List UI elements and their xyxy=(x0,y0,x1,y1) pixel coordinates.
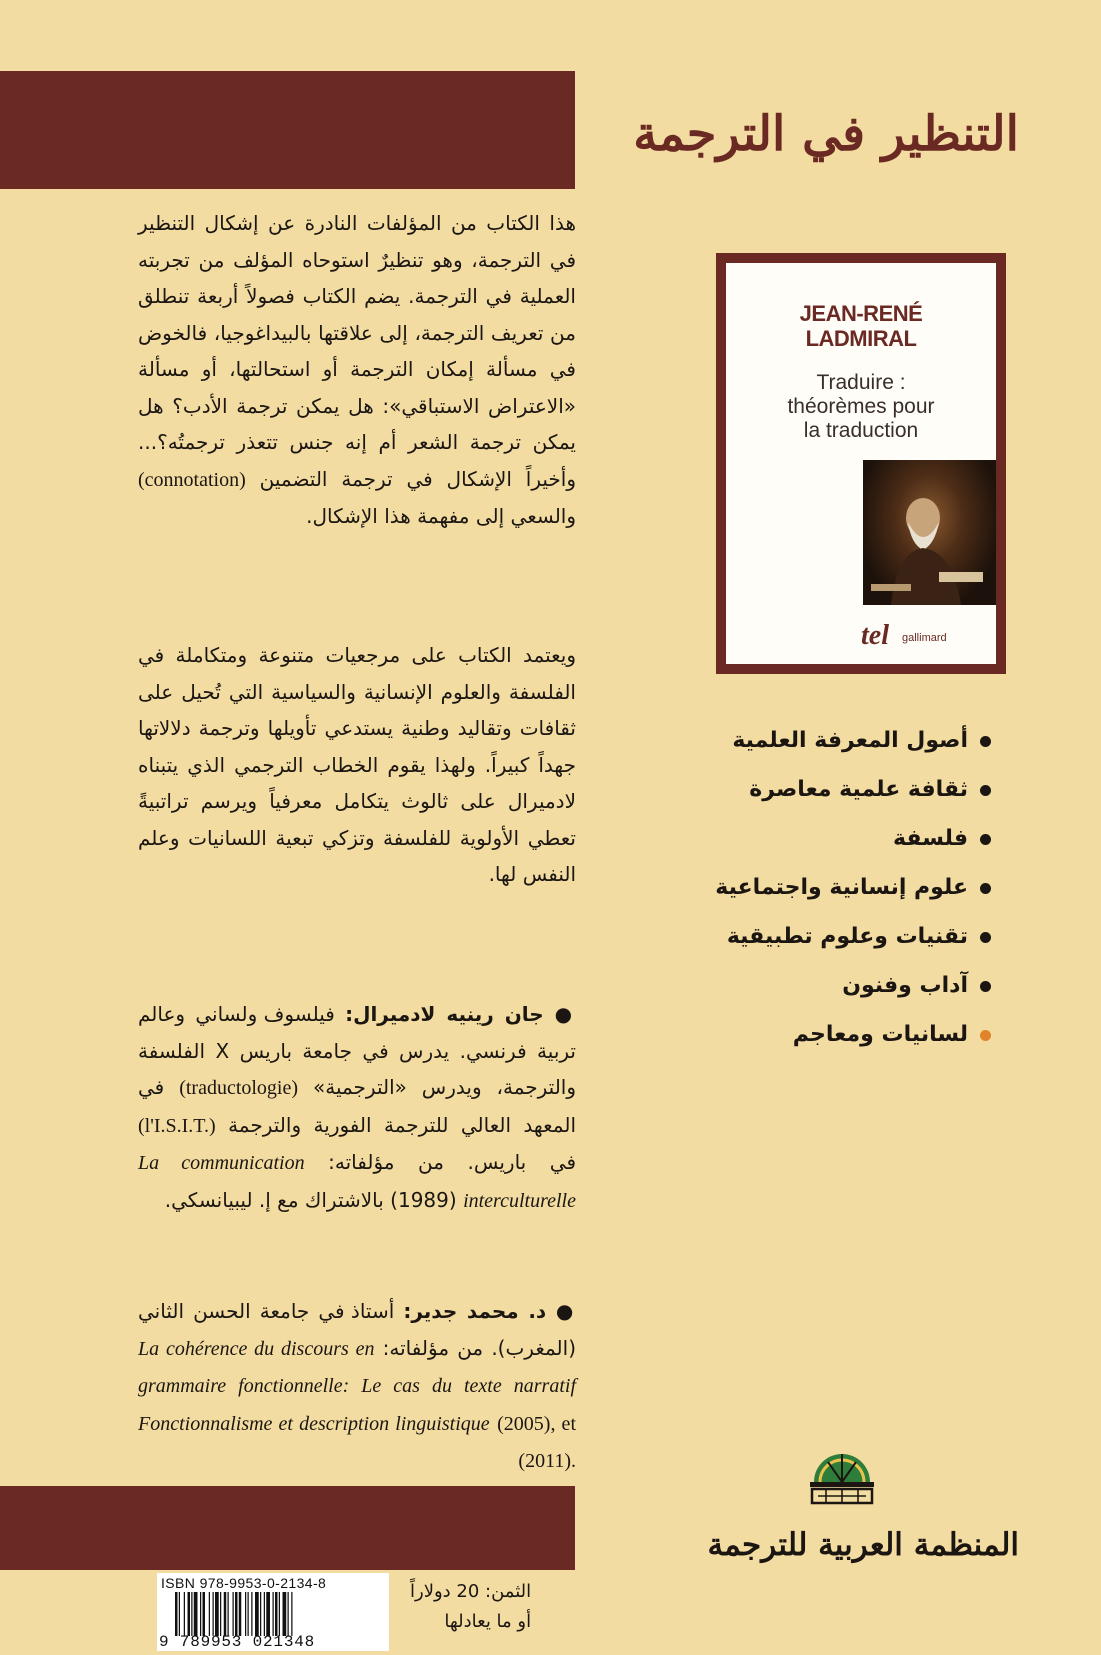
cover-author-last: LADMIRAL xyxy=(805,326,917,351)
series-label: تقنيات وعلوم تطبيقية xyxy=(726,924,968,949)
bullet-icon xyxy=(980,883,991,894)
price xyxy=(410,1577,531,1637)
cover-author-first: JEAN-RENÉ xyxy=(799,301,923,326)
series-list xyxy=(715,716,991,1059)
original-book-cover xyxy=(716,253,1006,674)
bullet-icon xyxy=(980,834,991,845)
bullet-icon xyxy=(980,932,991,943)
series-label: أصول المعرفة العلمية xyxy=(732,728,968,753)
barcode xyxy=(157,1573,389,1651)
series-item xyxy=(715,716,991,765)
series-label: آداب وفنون xyxy=(842,973,968,998)
series-item xyxy=(715,912,991,961)
series-label: فلسفة xyxy=(893,826,968,851)
cover-subtitle-line: la traduction xyxy=(803,419,919,442)
series-label: علوم إنسانية واجتماعية xyxy=(715,875,968,900)
barcode-bars-icon xyxy=(175,1592,380,1636)
bullet-icon xyxy=(980,981,991,992)
publisher-name: gallimard xyxy=(902,632,947,644)
series-label: ثقافة علمية معاصرة xyxy=(749,777,968,802)
series-item-active xyxy=(715,1010,991,1059)
cover-author xyxy=(726,301,996,351)
organization-emblem-icon xyxy=(800,1438,884,1508)
translator-bio: ● د. محمد جدير: أستاذ في جامعة الحسن الثاني (المغرب). من مؤلفاته: La cohérence du discours en grammaire fonctionnelle: Le cas du texte narratif (2005), et Fonctionnalisme et description linguistique (2011). xyxy=(138,1299,577,1472)
bottom-band xyxy=(0,1486,575,1570)
publisher-logo: tel xyxy=(861,620,889,651)
book-title: التنظير في الترجمة xyxy=(633,106,1019,162)
cover-page xyxy=(726,263,996,664)
price-amount: الثمن: 20 دولاراً xyxy=(410,1581,532,1602)
cover-subtitle xyxy=(726,371,996,443)
cover-painting-image xyxy=(863,460,996,605)
organization-name: المنظمة العربية للترجمة xyxy=(707,1527,1019,1563)
bullet-icon xyxy=(980,1030,991,1041)
price-equivalent: أو ما يعادلها xyxy=(444,1611,532,1632)
bullet-icon xyxy=(980,736,991,747)
bullet-icon xyxy=(980,785,991,796)
series-item xyxy=(715,961,991,1010)
description-paragraph-2: ويعتمد الكتاب على مرجعيات متنوعة ومتكاملة في الفلسفة والعلوم الإنسانية والسياسية التي تُحيل على ثقافات وتقاليد وطنية يستدعي تأويلها وترجمة دلالاتها جهداً كبيراً. ولهذا يقوم الخطاب الترجمي الذي يتبناه لادميرال على ثالوث يتكامل معرفياً ويرسم تراتبيةً تعطي الأولوية للفلسفة وتزكي تبعية اللسانيات وعلم النفس لها. xyxy=(138,643,576,886)
barcode-digits: 9 789953 021348 xyxy=(159,1633,316,1651)
series-item xyxy=(715,863,991,912)
series-label: لسانيات ومعاجم xyxy=(792,1022,968,1047)
cover-subtitle-line: Traduire : xyxy=(816,371,906,394)
portrait-figure-icon xyxy=(863,460,996,605)
description-paragraph-1: هذا الكتاب من المؤلفات النادرة عن إشكال التنظير في الترجمة، وهو تنظيرٌ استوحاه المؤلف من تجربته العملية في الترجمة. يضم الكتاب فصولاً أربعة تنطلق من تعريف الترجمة، إلى علاقتها بالبيداغوجيا، فالخوض في مسألة إمكان الترجمة أو استحالتها، أو مسألة «الاعتراض الاستباقي»: هل يمكن ترجمة الأدب؟ هل يمكن ترجمة الشعر أم إنه جنس تتعذر ترجمتُه؟... وأخيراً الإشكال في ترجمة التضمين (connotation) والسعي إلى مفهمة هذا الإشكال. xyxy=(138,211,577,528)
isbn-text: ISBN 978-9953-0-2134-8 xyxy=(161,1575,327,1591)
cover-subtitle-line: théorèmes pour xyxy=(787,395,935,418)
top-band xyxy=(0,71,575,189)
series-item xyxy=(715,765,991,814)
series-item xyxy=(715,814,991,863)
author-bio: ● جان رينيه لادميرال: فيلسوف ولساني وعالم تربية فرنسي. يدرس في جامعة باريس X الفلسفة والترجمة، ويدرس «الترجمية» (traductologie) في المعهد العالي للترجمة الفورية والترجمة (l'I.S.I.T.) في باريس. من مؤلفاته: La communication interculturelle (1989) بالاشتراك مع إ. ليبيانسكي. xyxy=(138,1002,577,1212)
